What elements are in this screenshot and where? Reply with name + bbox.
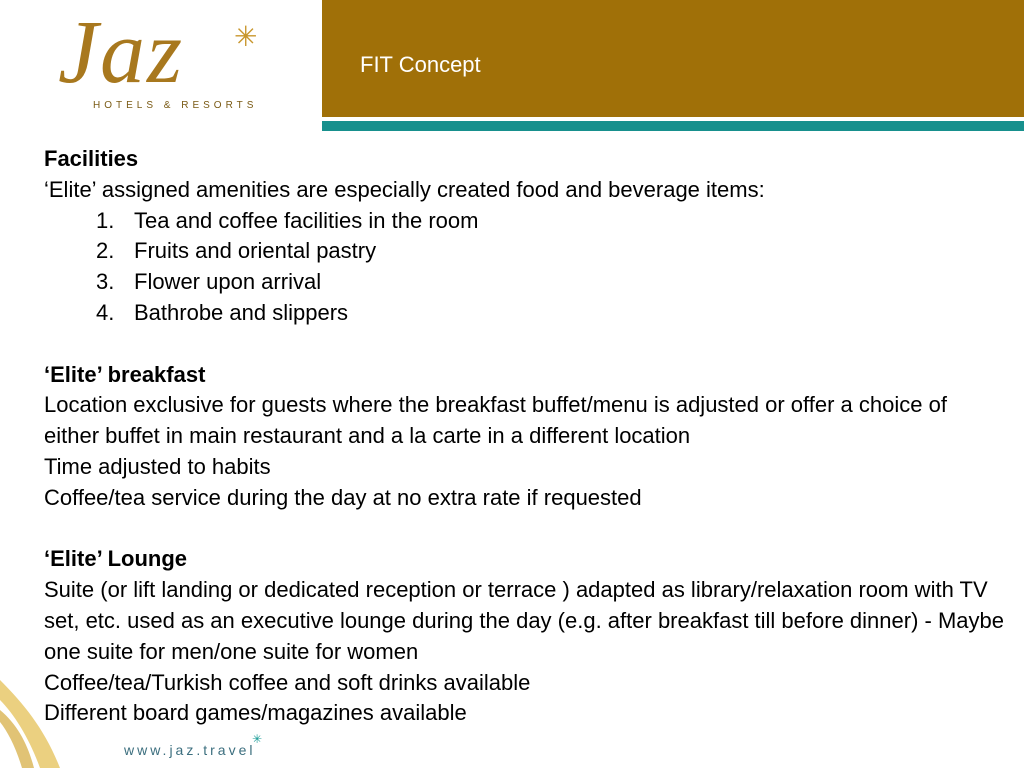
lounge-line: Suite (or lift landing or dedicated reception or terrace ) adapted as library/relaxation room with TV set, etc. used as an executive lounge during the day (e.g. after breakfast till before dinner) - Maybe one suite for men/one suite for women — [44, 577, 1004, 664]
list-item-text: Flower upon arrival — [134, 269, 322, 295]
breakfast-line: Location exclusive for guests where the breakfast buffet/menu is adjusted or offer a choice of either buffet in main restaurant and a la carte in a different location — [44, 392, 947, 449]
logo-star-icon: ✳ — [234, 21, 258, 52]
lounge-heading: ‘Elite’ Lounge — [44, 546, 188, 572]
jaz-logo — [0, 0, 322, 130]
lounge-line: Different board games/magazines available — [44, 700, 467, 726]
breakfast-line: Coffee/tea service during the day at no extra rate if requested — [44, 484, 642, 510]
slide-title: FIT Concept — [360, 52, 481, 77]
list-item-text: Tea and coffee facilities in the room — [134, 207, 479, 233]
spacer — [44, 329, 1004, 360]
spacer — [44, 514, 1004, 545]
teal-accent-bar — [322, 121, 1024, 131]
list-number: 3. — [96, 269, 115, 295]
list-item — [44, 298, 1004, 329]
corner-swoosh-decoration — [0, 660, 80, 768]
list-item-text: Bathrobe and slippers — [134, 299, 349, 325]
list-number: 2. — [96, 238, 115, 264]
facilities-list — [44, 206, 1004, 329]
logo-tagline: HOTELS & RESORTS — [93, 100, 258, 111]
header-bar — [322, 0, 1024, 117]
list-number: 4. — [96, 299, 115, 325]
list-item-text: Fruits and oriental pastry — [134, 238, 377, 264]
facilities-heading: Facilities — [44, 146, 139, 171]
breakfast-heading: ‘Elite’ breakfast — [44, 361, 206, 387]
list-item — [44, 236, 1004, 267]
footer-url: www.jaz.travel — [124, 742, 256, 758]
list-number: 1. — [96, 207, 115, 233]
footer-star-icon: ✳ — [252, 732, 263, 746]
list-item — [44, 206, 1004, 237]
logo-wordmark: Jaz — [58, 3, 184, 102]
slide-content — [44, 144, 1004, 729]
breakfast-line: Time adjusted to habits — [44, 453, 271, 479]
facilities-intro: ‘Elite’ assigned amenities are especially created food and beverage items: — [44, 176, 765, 202]
list-item — [44, 267, 1004, 298]
lounge-line: Coffee/tea/Turkish coffee and soft drinks available — [44, 669, 531, 695]
